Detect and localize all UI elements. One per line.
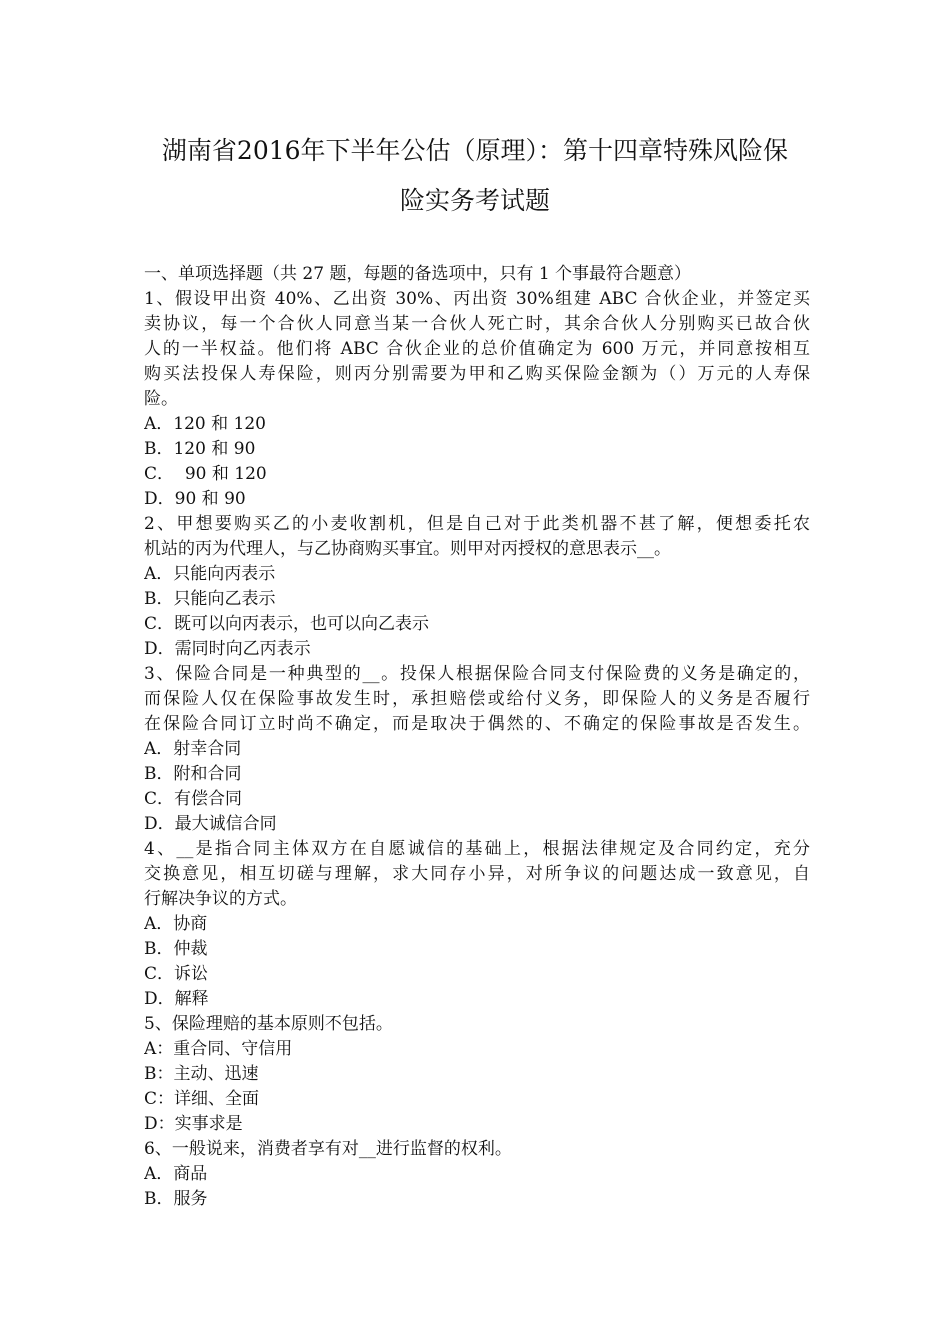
question-3-option-a: A．射幸合同 bbox=[144, 739, 242, 759]
question-6-line-1: 6、一般说来，消费者享有对__进行监督的权利。 bbox=[144, 1139, 512, 1159]
document-title-line-1: 湖南省2016年下半年公估（原理）：第十四章特殊风险保 bbox=[161, 136, 789, 165]
question-4-option-d: D．解释 bbox=[144, 989, 209, 1009]
question-2-line-1: 2、甲想要购买乙的小麦收割机，但是自己对于此类机器不甚了解，便想委托农 bbox=[144, 514, 810, 534]
question-1-line-3: 人的一半权益。他们将 ABC 合伙企业的总价值确定为 600 万元，并同意按相互 bbox=[144, 339, 810, 359]
question-1-option-b: B．120 和 90 bbox=[144, 439, 256, 459]
question-3-line-1: 3、保险合同是一种典型的__。投保人根据保险合同支付保险费的义务是确定的， bbox=[144, 664, 810, 684]
question-5-line-1: 5、保险理赔的基本原则不包括。 bbox=[144, 1014, 393, 1034]
question-3-option-c: C．有偿合同 bbox=[144, 789, 243, 809]
question-4-line-1: 4、__是指合同主体双方在自愿诚信的基础上，根据法律规定及合同约定，充分 bbox=[144, 839, 810, 859]
question-2-option-d: D．需同时向乙丙表示 bbox=[144, 639, 311, 659]
question-3-option-b: B．附和合同 bbox=[144, 764, 242, 784]
question-4-option-c: C．诉讼 bbox=[144, 964, 209, 984]
question-1-option-d: D．90 和 90 bbox=[144, 489, 246, 509]
question-3-line-2: 而保险人仅在保险事故发生时，承担赔偿或给付义务，即保险人的义务是否履行 bbox=[144, 689, 810, 709]
document-body bbox=[144, 262, 810, 1212]
question-1-line-4: 购买法投保人寿保险，则丙分别需要为甲和乙购买保险金额为（）万元的人寿保 bbox=[144, 364, 810, 384]
question-4-option-a: A．协商 bbox=[144, 914, 208, 934]
question-3-option-d: D．最大诚信合同 bbox=[144, 814, 277, 834]
document-title-line-2: 险实务考试题 bbox=[399, 186, 550, 215]
question-2-option-c: C．既可以向丙表示，也可以向乙表示 bbox=[144, 614, 430, 634]
question-6-option-a: A．商品 bbox=[144, 1164, 208, 1184]
question-2-line-2: 机站的丙为代理人，与乙协商购买事宜。则甲对丙授权的意思表示__。 bbox=[144, 539, 671, 559]
question-2-option-a: A．只能向丙表示 bbox=[144, 564, 276, 584]
question-1-line-1: 1、假设甲出资 40%、乙出资 30%、丙出资 30%组建 ABC 合伙企业，并签定买 bbox=[144, 289, 810, 309]
question-4-option-b: B．仲裁 bbox=[144, 939, 208, 959]
question-5-option-c: C：详细、全面 bbox=[144, 1089, 260, 1109]
question-4-line-2: 交换意见，相互切磋与理解，求大同存小异，对所争议的问题达成一致意见，自 bbox=[144, 864, 810, 884]
question-1-line-2: 卖协议，每一个合伙人同意当某一合伙人死亡时，其余合伙人分别购买已故合伙 bbox=[144, 314, 810, 334]
question-4-line-3: 行解决争议的方式。 bbox=[144, 889, 297, 909]
question-5-option-a: A：重合同、守信用 bbox=[144, 1039, 293, 1059]
question-1-line-5: 险。 bbox=[144, 389, 178, 409]
question-2-option-b: B．只能向乙表示 bbox=[144, 589, 276, 609]
section-header: 一、单项选择题（共 27 题，每题的备选项中，只有 1 个事最符合题意） bbox=[144, 264, 692, 284]
question-6-option-b: B．服务 bbox=[144, 1189, 208, 1209]
question-5-option-b: B：主动、迅速 bbox=[144, 1064, 259, 1084]
question-1-option-a: A．120 和 120 bbox=[144, 414, 266, 434]
question-5-option-d: D：实事求是 bbox=[144, 1114, 243, 1134]
question-3-line-3: 在保险合同订立时尚不确定，而是取决于偶然的、不确定的保险事故是否发生。 bbox=[144, 714, 810, 734]
question-1-option-c: C． 90 和 120 bbox=[144, 464, 267, 484]
